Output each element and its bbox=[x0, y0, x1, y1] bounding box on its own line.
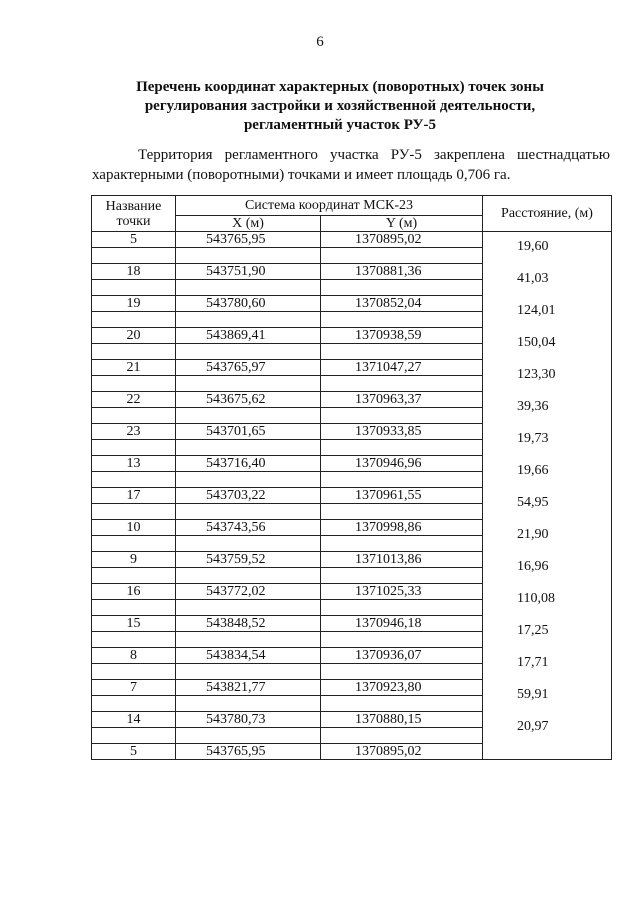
empty-cell bbox=[92, 408, 176, 424]
header-y: Y (м) bbox=[321, 216, 483, 232]
header-x: X (м) bbox=[176, 216, 321, 232]
table-row bbox=[92, 584, 612, 600]
y-coordinate-cell: 1371047,27 bbox=[321, 360, 483, 376]
empty-cell bbox=[321, 696, 483, 712]
distance-value: 19,60 bbox=[517, 239, 549, 254]
empty-cell bbox=[176, 248, 321, 264]
point-name-cell: 18 bbox=[92, 264, 176, 280]
distance-value: 124,01 bbox=[517, 302, 556, 318]
distance-value: 19,73 bbox=[517, 430, 549, 446]
empty-cell bbox=[92, 376, 176, 392]
x-coordinate-cell: 543834,54 bbox=[176, 648, 321, 664]
coordinates-table bbox=[91, 195, 612, 760]
empty-cell bbox=[176, 632, 321, 648]
empty-cell bbox=[321, 600, 483, 616]
header-coordinate-system: Система координат МСК-23 bbox=[176, 196, 483, 216]
y-coordinate-cell: 1370895,02 bbox=[321, 232, 483, 248]
x-coordinate-cell: 543701,65 bbox=[176, 424, 321, 440]
y-coordinate-cell: 1370895,02 bbox=[321, 744, 483, 760]
empty-cell bbox=[92, 600, 176, 616]
distance-value: 59,91 bbox=[517, 686, 549, 702]
table-row bbox=[92, 264, 612, 280]
y-coordinate-cell: 1371013,86 bbox=[321, 552, 483, 568]
empty-cell bbox=[92, 440, 176, 456]
y-coordinate-cell: 1370933,85 bbox=[321, 424, 483, 440]
table-row bbox=[92, 424, 612, 440]
table-row bbox=[92, 520, 612, 536]
distance-cell bbox=[483, 648, 612, 680]
empty-cell bbox=[176, 312, 321, 328]
point-name-cell: 21 bbox=[92, 360, 176, 376]
table-row bbox=[92, 232, 612, 248]
y-coordinate-cell: 1370880,15 bbox=[321, 712, 483, 728]
empty-cell bbox=[92, 536, 176, 552]
empty-cell bbox=[176, 728, 321, 744]
distance-value: 41,03 bbox=[517, 270, 549, 286]
point-name-cell: 17 bbox=[92, 488, 176, 504]
empty-cell bbox=[92, 344, 176, 360]
x-coordinate-cell: 543759,52 bbox=[176, 552, 321, 568]
x-coordinate-cell: 543772,02 bbox=[176, 584, 321, 600]
header-point-name: Название точки bbox=[92, 196, 176, 232]
empty-cell bbox=[321, 632, 483, 648]
point-name-cell: 7 bbox=[92, 680, 176, 696]
table-row bbox=[92, 552, 612, 568]
empty-cell bbox=[176, 376, 321, 392]
empty-cell bbox=[92, 312, 176, 328]
empty-cell bbox=[176, 664, 321, 680]
x-coordinate-cell: 543821,77 bbox=[176, 680, 321, 696]
y-coordinate-cell: 1370961,55 bbox=[321, 488, 483, 504]
x-coordinate-cell: 543765,95 bbox=[176, 744, 321, 760]
empty-cell bbox=[176, 536, 321, 552]
table-row bbox=[92, 360, 612, 376]
y-coordinate-cell: 1370923,80 bbox=[321, 680, 483, 696]
distance-cell bbox=[483, 712, 612, 744]
point-name-cell: 5 bbox=[92, 744, 176, 760]
x-coordinate-cell: 543869,41 bbox=[176, 328, 321, 344]
empty-cell bbox=[176, 408, 321, 424]
table-row bbox=[92, 392, 612, 408]
distance-value: 20,97 bbox=[517, 718, 549, 734]
distance-value: 123,30 bbox=[517, 366, 556, 382]
x-coordinate-cell: 543848,52 bbox=[176, 616, 321, 632]
x-coordinate-cell: 543780,73 bbox=[176, 712, 321, 728]
empty-cell bbox=[176, 600, 321, 616]
distance-cell bbox=[483, 552, 612, 584]
empty-cell bbox=[321, 312, 483, 328]
empty-cell bbox=[321, 280, 483, 296]
x-coordinate-cell: 543765,97 bbox=[176, 360, 321, 376]
distance-cell bbox=[483, 328, 612, 360]
distance-value: 110,08 bbox=[517, 590, 555, 606]
y-coordinate-cell: 1370963,37 bbox=[321, 392, 483, 408]
distance-cell bbox=[483, 520, 612, 552]
empty-cell bbox=[321, 472, 483, 488]
y-coordinate-cell: 1370936,07 bbox=[321, 648, 483, 664]
empty-cell bbox=[92, 280, 176, 296]
distance-cell bbox=[483, 264, 612, 296]
y-coordinate-cell: 1371025,33 bbox=[321, 584, 483, 600]
distance-value: 16,96 bbox=[517, 558, 549, 574]
empty-cell bbox=[321, 344, 483, 360]
intro-line-2: характерными (поворотными) точками и имеет площадь 0,706 га. bbox=[92, 167, 511, 183]
distance-value: 150,04 bbox=[517, 334, 556, 350]
empty-cell bbox=[176, 280, 321, 296]
point-name-cell: 13 bbox=[92, 456, 176, 472]
distance-value: 39,36 bbox=[517, 398, 549, 414]
empty-cell bbox=[321, 440, 483, 456]
empty-cell bbox=[92, 568, 176, 584]
header-distance: Расстояние, (м) bbox=[483, 196, 612, 232]
distance-cell bbox=[483, 296, 612, 328]
empty-cell bbox=[92, 504, 176, 520]
table-row bbox=[92, 456, 612, 472]
x-coordinate-cell: 543751,90 bbox=[176, 264, 321, 280]
table-row bbox=[92, 680, 612, 696]
empty-cell bbox=[321, 504, 483, 520]
coordinates-table-body bbox=[92, 232, 612, 760]
title-line-3: регламентный участок РУ-5 bbox=[243, 117, 437, 133]
x-coordinate-cell: 543703,22 bbox=[176, 488, 321, 504]
empty-cell bbox=[92, 248, 176, 264]
empty-cell bbox=[321, 408, 483, 424]
x-coordinate-cell: 543765,95 bbox=[176, 232, 321, 248]
point-name-cell: 5 bbox=[92, 232, 176, 248]
point-name-cell: 19 bbox=[92, 296, 176, 312]
point-name-cell: 15 bbox=[92, 616, 176, 632]
point-name-cell: 10 bbox=[92, 520, 176, 536]
x-coordinate-cell: 543716,40 bbox=[176, 456, 321, 472]
y-coordinate-cell: 1370946,18 bbox=[321, 616, 483, 632]
title-line-1: Перечень координат характерных (поворотных) точек зоны bbox=[136, 79, 544, 95]
table-row bbox=[92, 712, 612, 728]
empty-cell bbox=[176, 440, 321, 456]
distance-cell bbox=[483, 392, 612, 424]
distance-cell bbox=[483, 456, 612, 488]
table-row bbox=[92, 648, 612, 664]
x-coordinate-cell: 543675,62 bbox=[176, 392, 321, 408]
table-row bbox=[92, 328, 612, 344]
distance-cell bbox=[483, 744, 612, 760]
distance-cell bbox=[483, 616, 612, 648]
empty-cell bbox=[321, 568, 483, 584]
table-row bbox=[92, 488, 612, 504]
distance-value: 19,66 bbox=[517, 462, 549, 478]
table-row bbox=[92, 744, 612, 760]
x-coordinate-cell: 543780,60 bbox=[176, 296, 321, 312]
empty-cell bbox=[321, 376, 483, 392]
distance-value: 54,95 bbox=[517, 494, 549, 510]
distance-cell bbox=[483, 232, 612, 264]
point-name-cell: 9 bbox=[92, 552, 176, 568]
y-coordinate-cell: 1370946,96 bbox=[321, 456, 483, 472]
empty-cell bbox=[321, 664, 483, 680]
empty-cell bbox=[176, 344, 321, 360]
empty-cell bbox=[321, 248, 483, 264]
y-coordinate-cell: 1370881,36 bbox=[321, 264, 483, 280]
y-coordinate-cell: 1370938,59 bbox=[321, 328, 483, 344]
distance-cell bbox=[483, 360, 612, 392]
point-name-cell: 16 bbox=[92, 584, 176, 600]
point-name-cell: 20 bbox=[92, 328, 176, 344]
distance-cell bbox=[483, 680, 612, 712]
x-coordinate-cell: 543743,56 bbox=[176, 520, 321, 536]
empty-cell bbox=[92, 632, 176, 648]
intro-paragraph bbox=[92, 145, 610, 185]
empty-cell bbox=[92, 728, 176, 744]
distance-cell bbox=[483, 488, 612, 520]
intro-line-1: Территория регламентного участка РУ-5 закреплена шестнадцатью bbox=[138, 147, 610, 163]
empty-cell bbox=[92, 696, 176, 712]
empty-cell bbox=[92, 664, 176, 680]
point-name-cell: 23 bbox=[92, 424, 176, 440]
empty-cell bbox=[176, 504, 321, 520]
table-row bbox=[92, 616, 612, 632]
empty-cell bbox=[176, 696, 321, 712]
distance-cell bbox=[483, 424, 612, 456]
empty-cell bbox=[321, 536, 483, 552]
y-coordinate-cell: 1370998,86 bbox=[321, 520, 483, 536]
distance-value: 17,25 bbox=[517, 622, 549, 638]
title-line-2: регулирования застройки и хозяйственной деятельности, bbox=[144, 98, 536, 114]
document-title bbox=[80, 78, 600, 135]
empty-cell bbox=[176, 472, 321, 488]
page-number: 6 bbox=[316, 34, 324, 50]
distance-value: 21,90 bbox=[517, 526, 549, 542]
point-name-cell: 22 bbox=[92, 392, 176, 408]
empty-cell bbox=[321, 728, 483, 744]
distance-cell bbox=[483, 584, 612, 616]
empty-cell bbox=[176, 568, 321, 584]
point-name-cell: 8 bbox=[92, 648, 176, 664]
empty-cell bbox=[92, 472, 176, 488]
point-name-cell: 14 bbox=[92, 712, 176, 728]
y-coordinate-cell: 1370852,04 bbox=[321, 296, 483, 312]
distance-value: 17,71 bbox=[517, 654, 549, 670]
table-row bbox=[92, 296, 612, 312]
